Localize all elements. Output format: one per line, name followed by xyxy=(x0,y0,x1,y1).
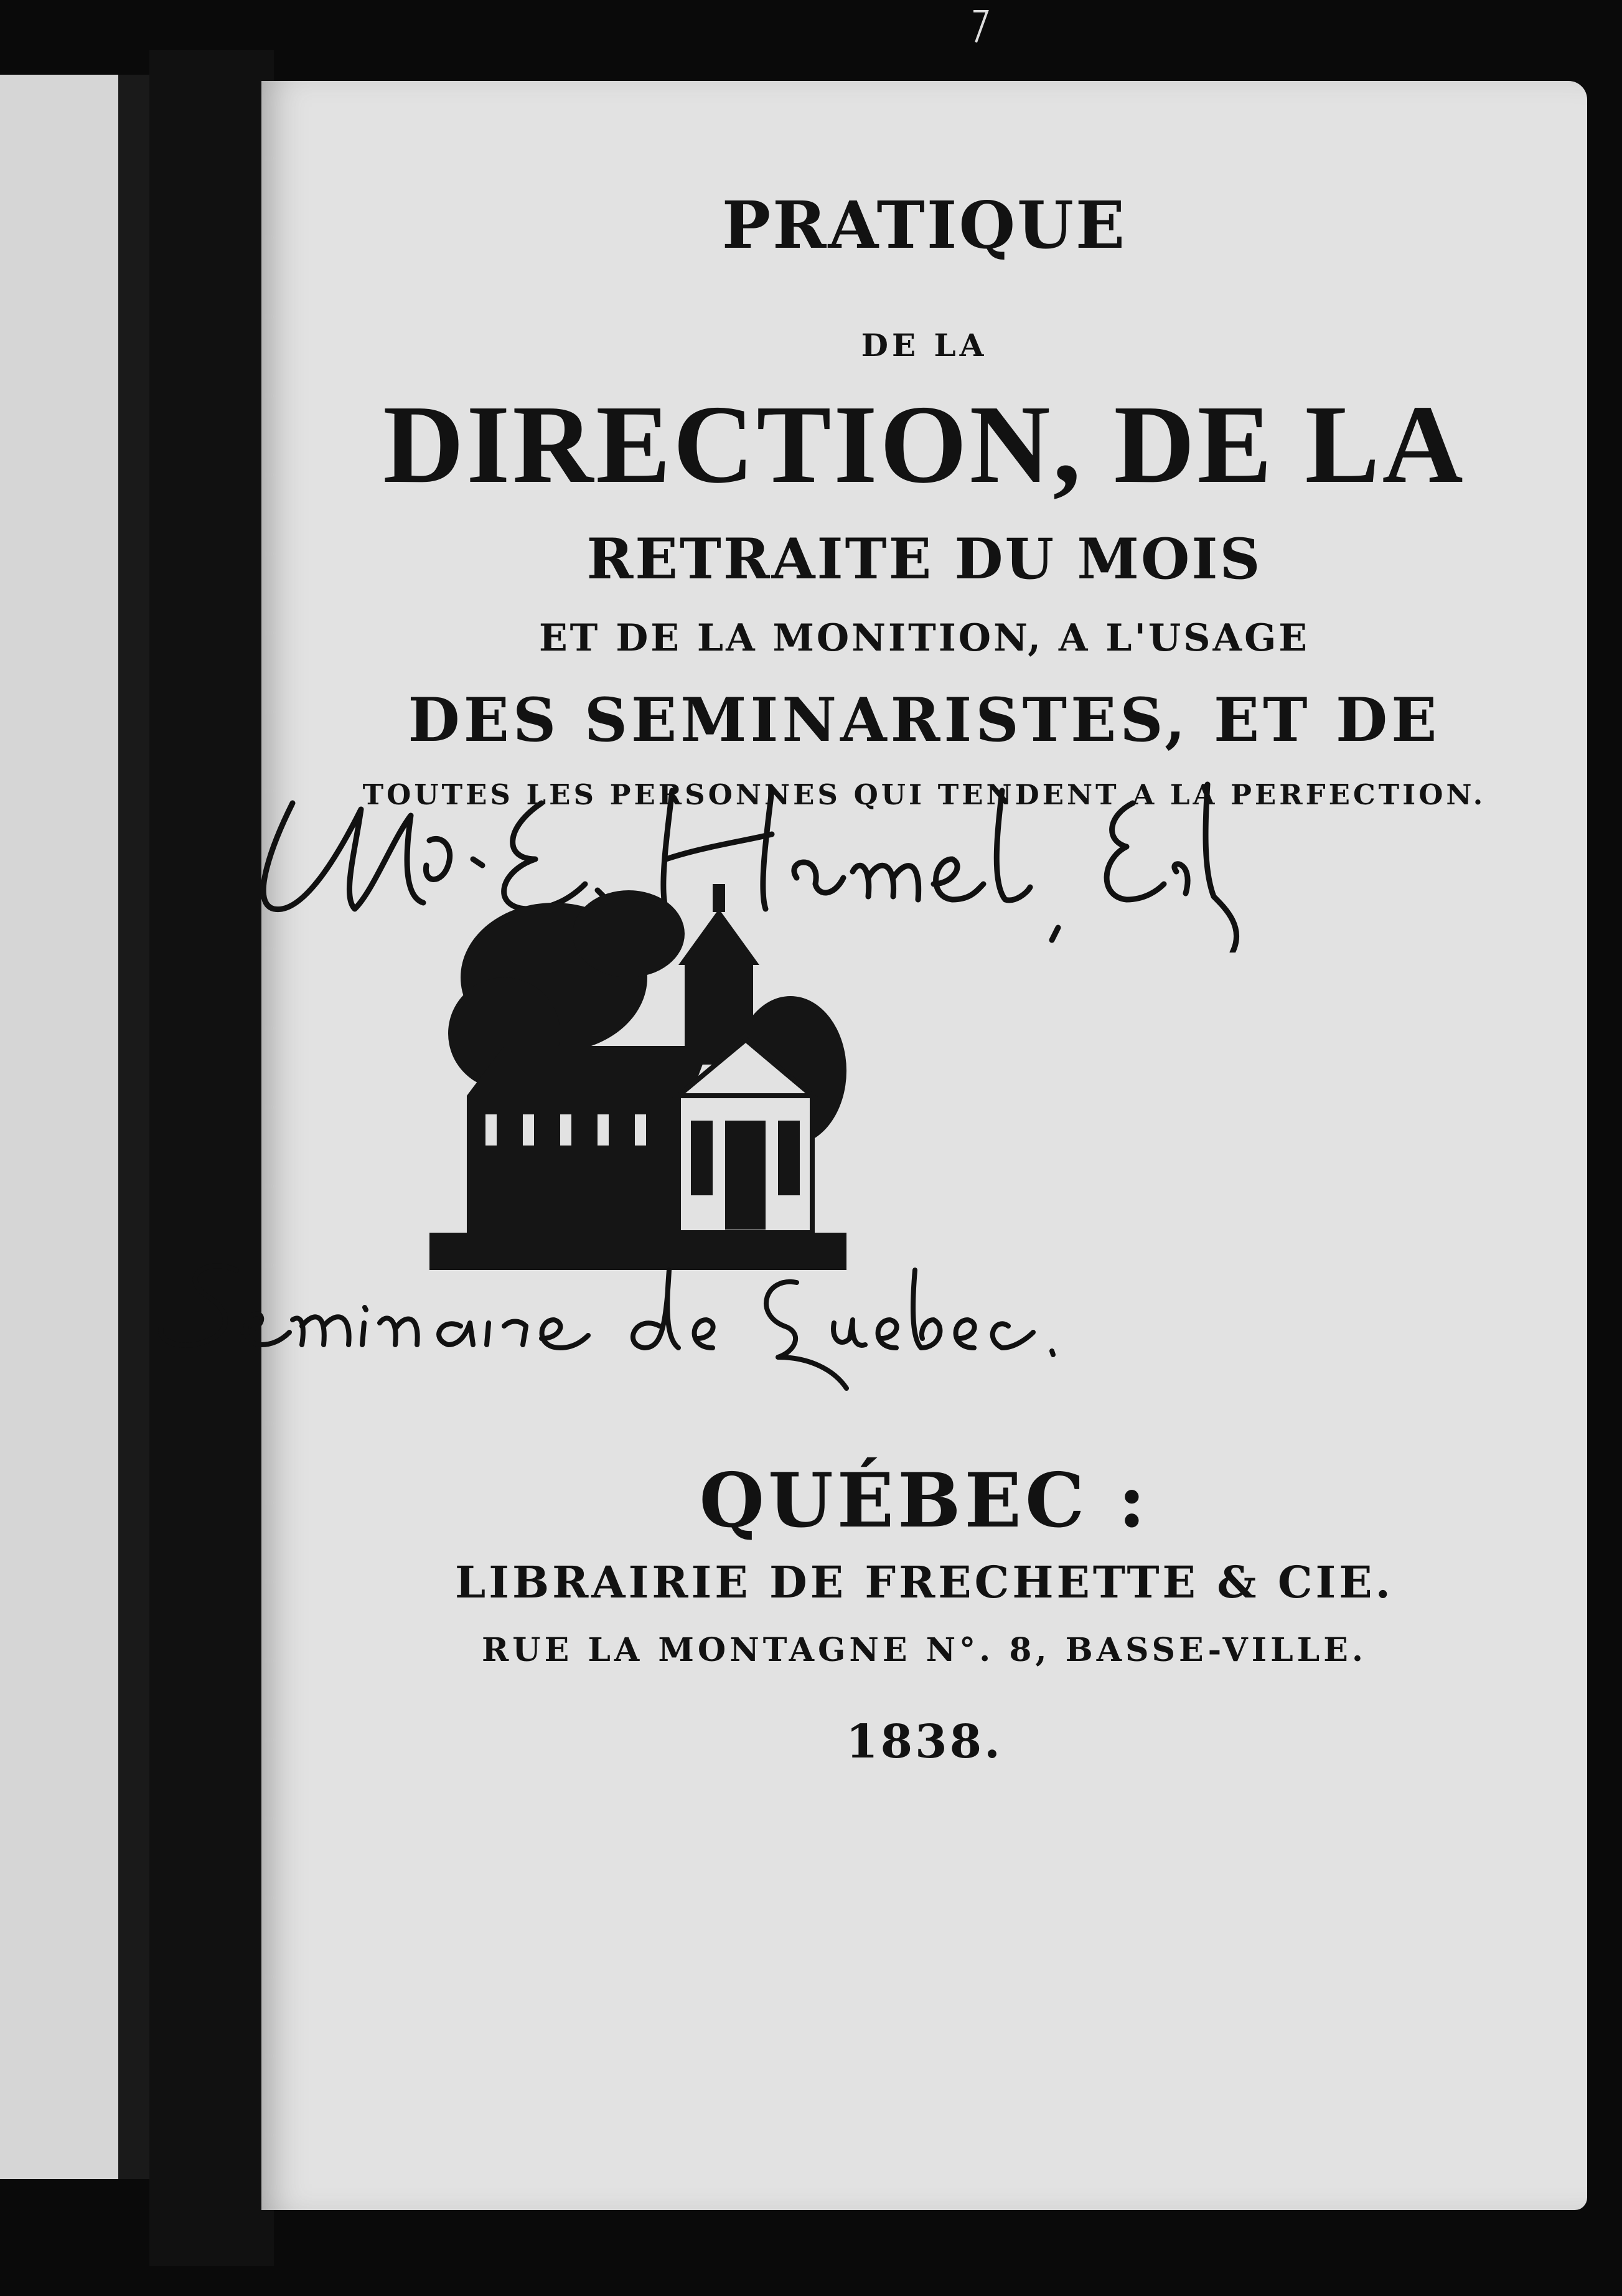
title-toutes: TOUTES LES PERSONNES QUI TENDENT A LA PERFECTION. xyxy=(362,778,1486,811)
handwritten-inscription xyxy=(137,1245,1108,1395)
pencil-mark xyxy=(971,5,990,49)
imprint-publisher: LIBRAIRIE DE FRECHETTE & CIE. xyxy=(454,1556,1394,1608)
title-word-pratique: PRATIQUE xyxy=(721,187,1127,263)
book-spine xyxy=(149,50,274,2266)
imprint-year: 1838. xyxy=(846,1715,1003,1769)
title-retraite: RETRAITE DU MOIS xyxy=(586,526,1262,592)
imprint-address: RUE LA MONTAGNE N°. 8, BASSE-VILLE. xyxy=(482,1631,1367,1669)
title-monition: ET DE LA MONITION, A L'USAGE xyxy=(538,616,1310,660)
title-direction: DIRECTION, DE LA xyxy=(383,382,1466,506)
imprint-place: QUÉBEC : xyxy=(699,1457,1150,1545)
previous-page-edge xyxy=(0,75,149,2179)
title-de-la: DE LA xyxy=(861,327,988,364)
chapel-woodcut-illustration xyxy=(429,884,846,1289)
title-seminaristes: DES SEMINARISTES, ET DE xyxy=(408,685,1441,755)
